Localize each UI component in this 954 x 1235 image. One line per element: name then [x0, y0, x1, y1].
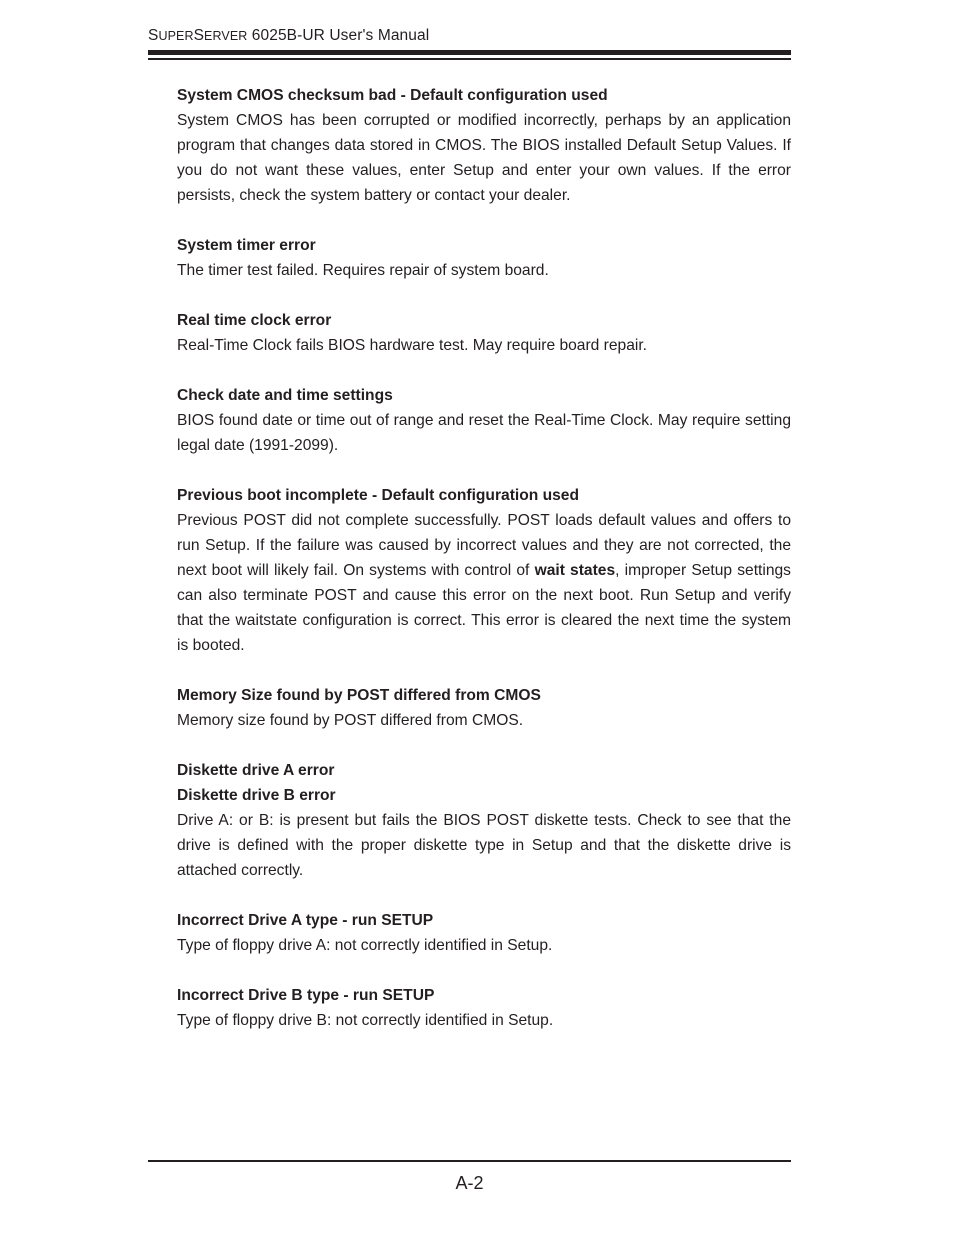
- section-body: The timer test failed. Requires repair of system board.: [177, 262, 549, 279]
- section-heading-2: Diskette drive B error: [177, 787, 336, 804]
- section-real-time-clock: [177, 308, 791, 358]
- header-uper: UPER: [158, 29, 194, 43]
- section-heading: Diskette drive A error: [177, 762, 335, 779]
- section-body: Type of floppy drive B: not correctly identified in Setup.: [177, 1012, 554, 1029]
- section-cmos-checksum: [177, 83, 791, 208]
- section-heading: System CMOS checksum bad - Default configuration used: [177, 87, 608, 104]
- footer-rule: [148, 1160, 791, 1162]
- header-s2: S: [193, 27, 205, 44]
- section-body: Memory size found by POST differed from CMOS.: [177, 712, 524, 729]
- section-body: Drive A: or B: is present but fails the BIOS POST diskette tests. Check to see that the drive is defined with the proper diskette type in Setup and that the diskette drive is attached correctly.: [177, 812, 791, 879]
- running-header: [148, 27, 429, 45]
- main-content: [177, 83, 791, 1058]
- section-previous-boot: [177, 483, 791, 658]
- section-drive-b-type: [177, 983, 791, 1033]
- section-heading: Incorrect Drive B type - run SETUP: [177, 987, 435, 1004]
- header-s1: S: [148, 27, 159, 44]
- section-heading: System timer error: [177, 237, 316, 254]
- header-rule: [148, 50, 791, 61]
- section-body: [177, 508, 791, 658]
- section-heading: Previous boot incomplete - Default configuration used: [177, 487, 580, 504]
- section-heading: Real time clock error: [177, 312, 332, 329]
- section-date-time: [177, 383, 791, 458]
- header-model: 6025B-UR User's Manual: [247, 27, 430, 44]
- body-bold: wait states: [534, 562, 616, 579]
- section-body: BIOS found date or time out of range and reset the Real-Time Clock. May require setting legal date (1991-2099).: [177, 412, 791, 454]
- section-body: Type of floppy drive A: not correctly identified in Setup.: [177, 937, 553, 954]
- section-body: Real-Time Clock fails BIOS hardware test. May require board repair.: [177, 337, 648, 354]
- section-memory-size: [177, 683, 791, 733]
- section-heading: Check date and time settings: [177, 387, 393, 404]
- section-system-timer: [177, 233, 791, 283]
- header-erver: ERVER: [204, 29, 248, 43]
- header-rule-thick: [148, 50, 791, 55]
- header-rule-thin: [148, 58, 791, 60]
- section-drive-a-type: [177, 908, 791, 958]
- section-body: System CMOS has been corrupted or modified incorrectly, perhaps by an application program that changes data stored in CMOS. The BIOS installed Default Setup Values. If you do not want these values, enter Setup and enter your own values. If the error persists, check the system battery or contact your dealer.: [177, 112, 791, 204]
- page-number: A-2: [455, 1173, 484, 1193]
- body-before: Previous POST did not complete successfully. POST loads default values and offers to run Setup. If the failure was caused by incorrect values and they are not corrected, the next boot will likely fail. On systems with control of: [177, 512, 791, 579]
- section-heading: Incorrect Drive A type - run SETUP: [177, 912, 434, 929]
- body-after: , improper Setup settings can also terminate POST and cause this error on the next boot. Run Setup and verify that the waitstate configuration is correct. This error is cleared the next time the system is booted.: [177, 562, 791, 654]
- section-heading: Memory Size found by POST differed from CMOS: [177, 687, 541, 704]
- section-diskette-drive: [177, 758, 791, 883]
